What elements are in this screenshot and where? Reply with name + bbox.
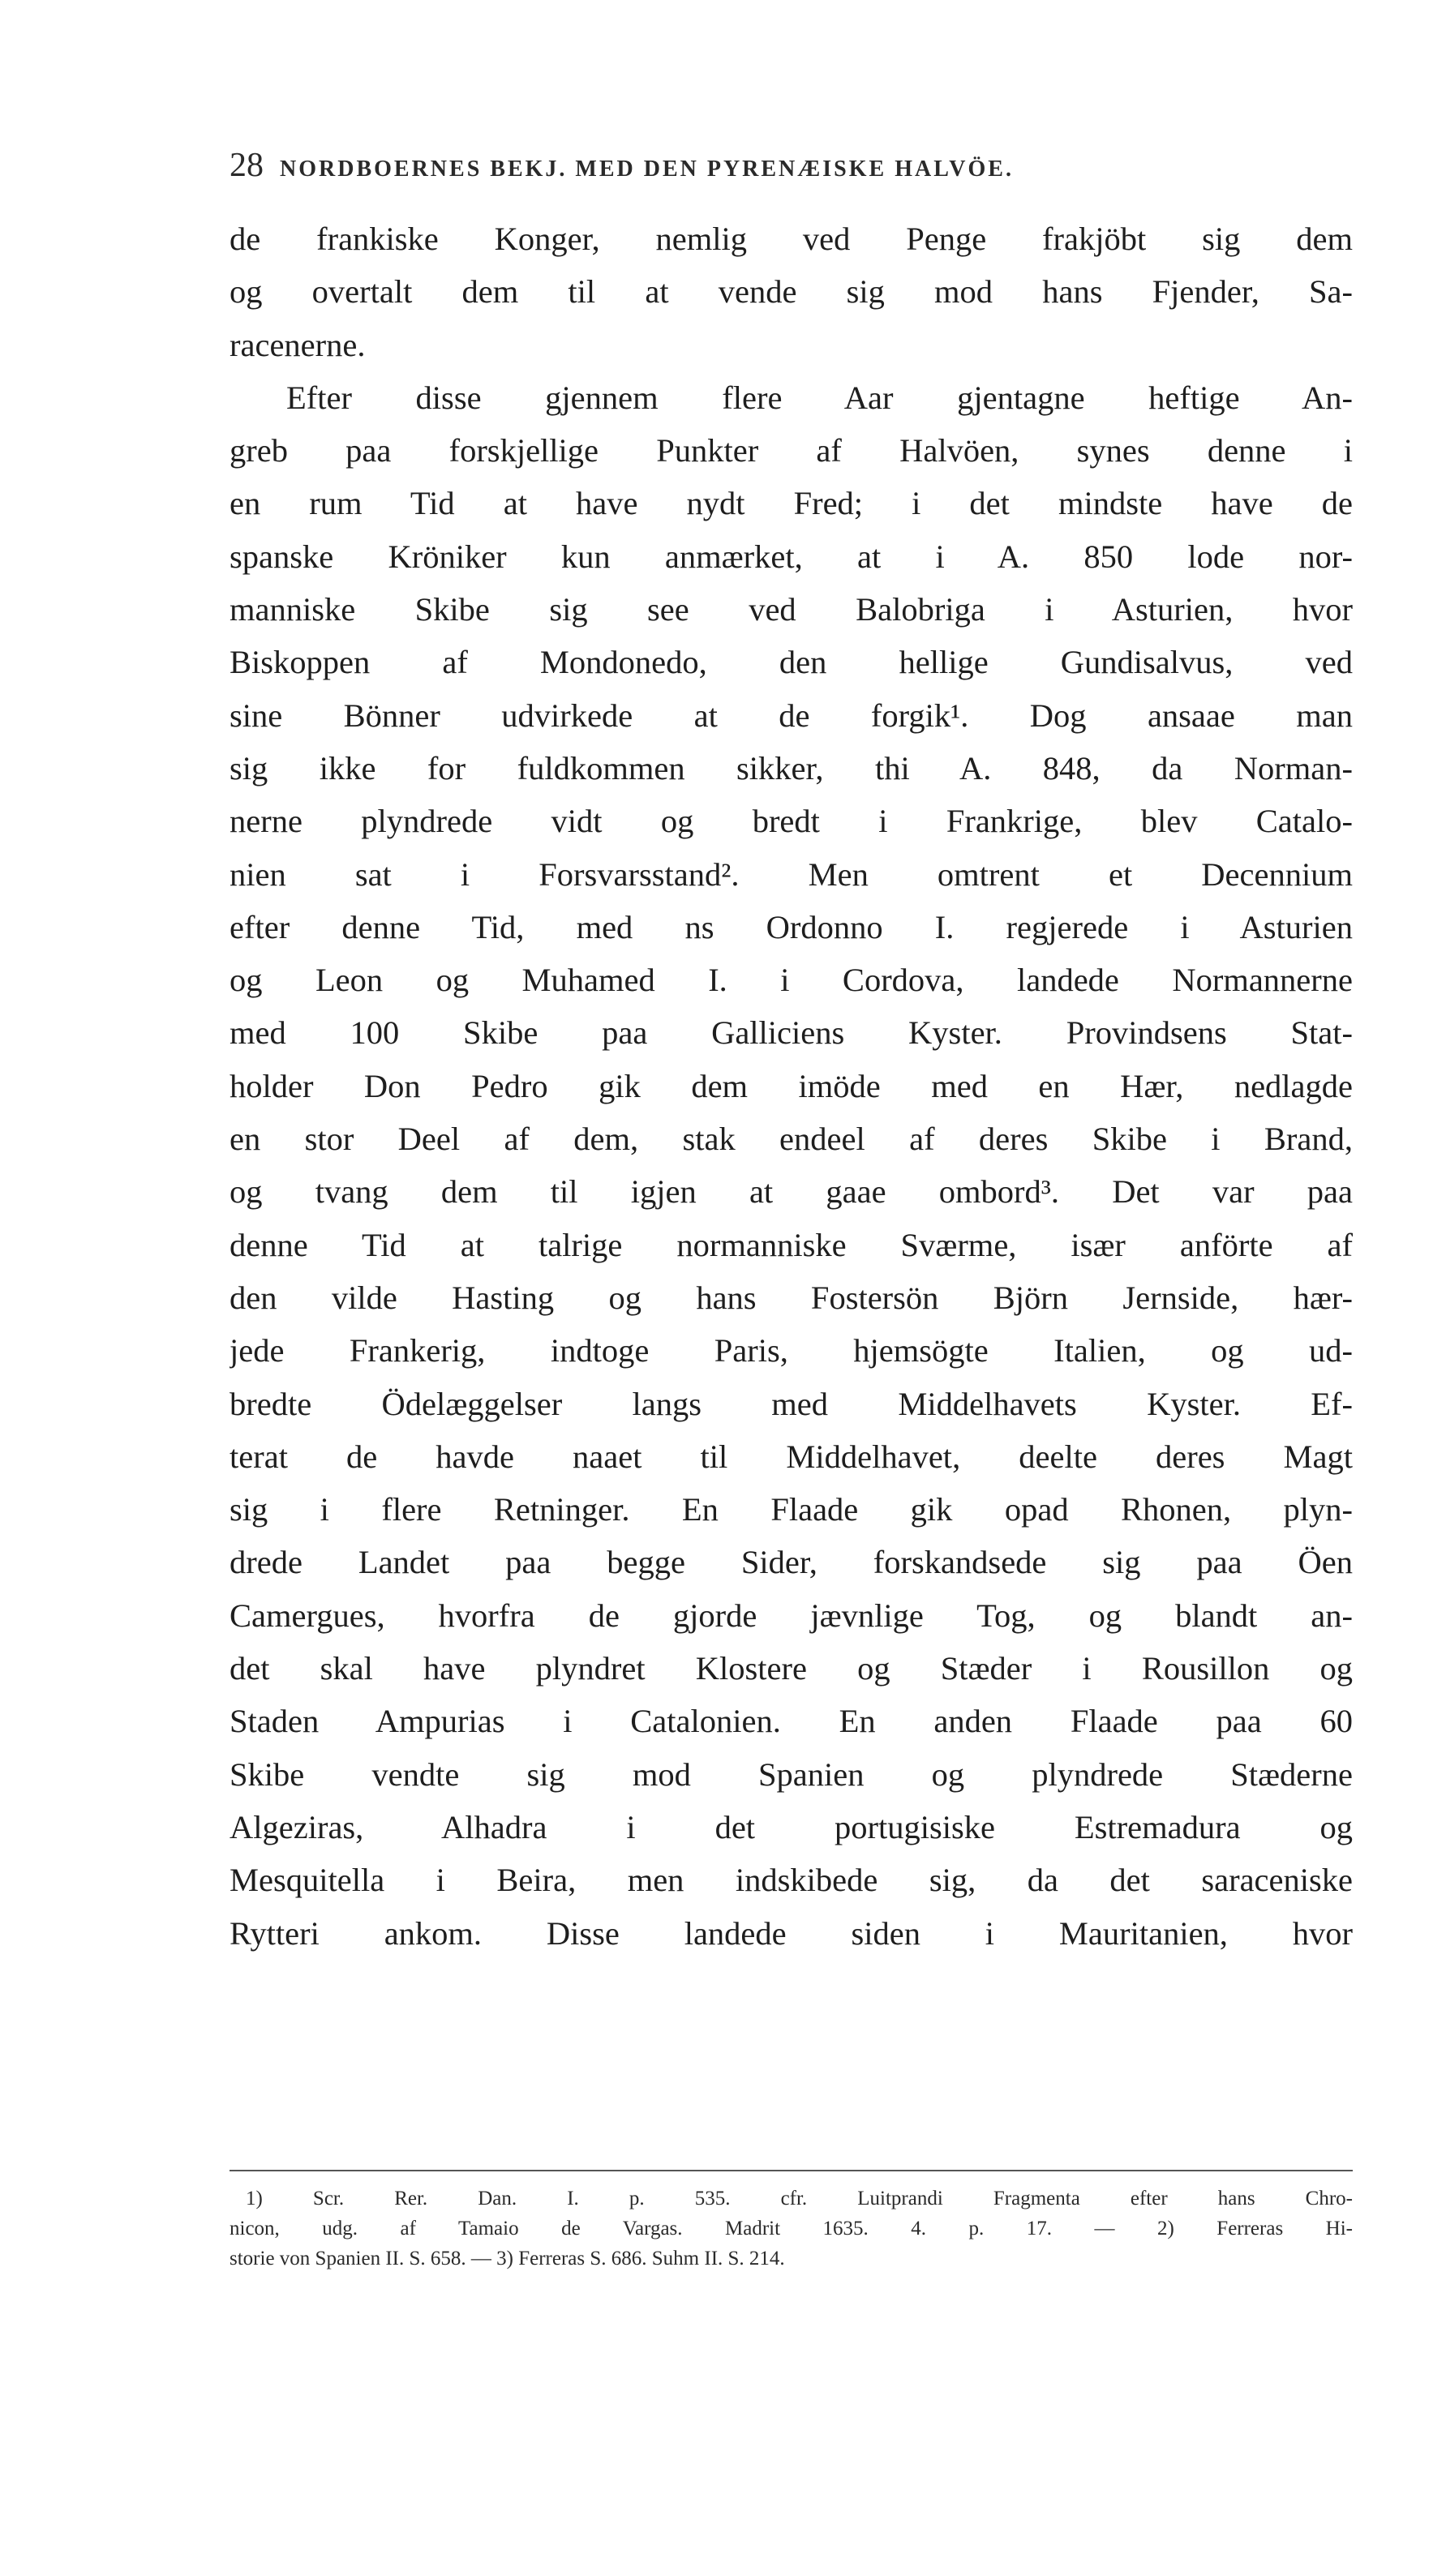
text-line: og tvang dem til igjen at gaae ombord³. Det var paa <box>230 1173 1353 1211</box>
running-header <box>230 146 1381 185</box>
footnote-line: storie von Spanien II. S. 658. — 3) Ferreras S. 686. Suhm II. S. 214. <box>230 2248 785 2270</box>
page-number: 28 <box>230 147 264 184</box>
text-line: Rytteri ankom. Disse landede siden i Mauritanien, hvor <box>230 1914 1353 1952</box>
text-line: greb paa forskjellige Punkter af Halvöen, synes denne i <box>230 432 1353 469</box>
main-text <box>230 212 1353 1960</box>
text-line: med 100 Skibe paa Galliciens Kyster. Provindsens Stat- <box>230 1014 1353 1052</box>
text-line: terat de havde naaet til Middelhavet, deelte deres Magt <box>230 1438 1353 1475</box>
text-line: bredte Ödelæggelser langs med Middelhavets Kyster. Ef- <box>230 1385 1353 1422</box>
text-line: en rum Tid at have nydt Fred; i det mindste have de <box>230 485 1353 522</box>
text-line: Efter disse gjennem flere Aar gjentagne heftige An- <box>286 379 1353 416</box>
text-line: den vilde Hasting og hans Fostersön Björn Jernside, hær- <box>230 1279 1353 1316</box>
text-line: og overtalt dem til at vende sig mod hans Fjender, Sa- <box>230 273 1353 311</box>
text-line: det skal have plyndret Klostere og Stæder i Rousillon og <box>230 1650 1353 1687</box>
footnote-line: nicon, udg. af Tamaio de Vargas. Madrit 1635. 4. p. 17. — 2) Ferreras Hi- <box>230 2218 1353 2240</box>
text-line: de frankiske Konger, nemlig ved Penge frakjöbt sig dem <box>230 221 1353 257</box>
footnote-divider <box>230 2170 1353 2171</box>
text-line: jede Frankerig, indtoge Paris, hjemsögte Italien, og ud- <box>230 1332 1353 1369</box>
text-line: Camergues, hvorfra de gjorde jævnlige Tog, og blandt an- <box>230 1597 1353 1634</box>
text-line: Skibe vendte sig mod Spanien og plyndrede Stæderne <box>230 1755 1353 1793</box>
text-line: Mesquitella i Beira, men indskibede sig, da det saraceniske <box>230 1862 1353 1899</box>
text-line: nien sat i Forsvarsstand². Men omtrent et Decennium <box>230 855 1353 893</box>
text-line: sine Bönner udvirkede at de forgik¹. Dog ansaae man <box>230 697 1353 734</box>
text-line: racenerne. <box>230 326 366 363</box>
text-line: sig i flere Retninger. En Flaade gik opad Rhonen, plyn- <box>230 1491 1353 1528</box>
text-line: og Leon og Muhamed I. i Cordova, landede Normannerne <box>230 962 1353 999</box>
footnote-line: 1) Scr. Rer. Dan. I. p. 535. cfr. Luitprandi Fragmenta efter hans Chro- <box>246 2188 1353 2210</box>
footnotes <box>230 2184 1353 2274</box>
text-line: denne Tid at talrige normanniske Sværme, især anförte af <box>230 1226 1353 1263</box>
running-title: NORDBOERNES BEKJ. MED DEN PYRENÆISKE HALVÖE. <box>280 156 1014 182</box>
text-line: en stor Deel af dem, stak endeel af deres Skibe i Brand, <box>230 1121 1353 1158</box>
text-line: spanske Kröniker kun anmærket, at i A. 850 lode nor- <box>230 538 1353 575</box>
text-line: sig ikke for fuldkommen sikker, thi A. 848, da Norman- <box>230 749 1353 787</box>
text-line: efter denne Tid, med ns Ordonno I. regjerede i Asturien <box>230 908 1353 945</box>
text-line: Biskoppen af Mondonedo, den hellige Gundisalvus, ved <box>230 644 1353 681</box>
text-line: Algeziras, Alhadra i det portugisiske Estremadura og <box>230 1808 1353 1845</box>
text-line: manniske Skibe sig see ved Balobriga i Asturien, hvor <box>230 591 1353 628</box>
text-line: drede Landet paa begge Sider, forskandsede sig paa Öen <box>230 1544 1353 1581</box>
text-line: nerne plyndrede vidt og bredt i Frankrige, blev Catalo- <box>230 803 1353 840</box>
text-line: holder Don Pedro gik dem imöde med en Hær, nedlagde <box>230 1067 1353 1104</box>
text-line: Staden Ampurias i Catalonien. En anden Flaade paa 60 <box>230 1703 1353 1740</box>
